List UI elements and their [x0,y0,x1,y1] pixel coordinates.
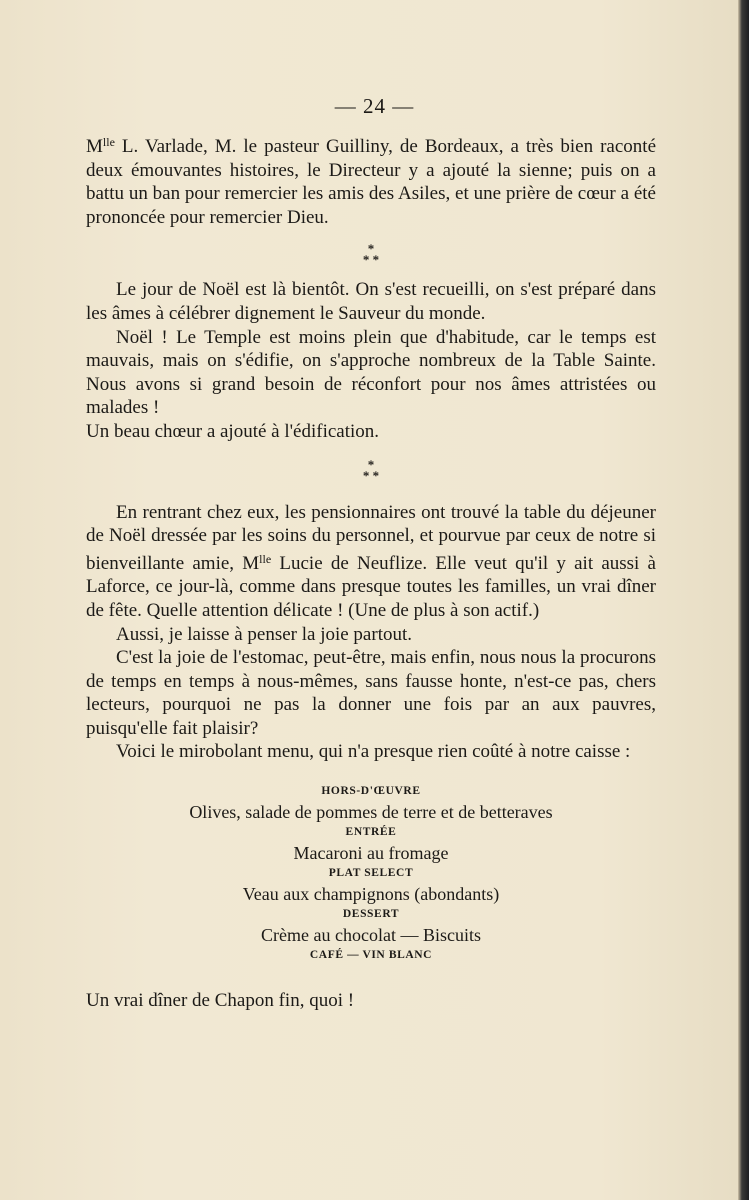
paragraph-1-text: L. Varlade, M. le pasteur Guilliny, de Bordeaux, a très bien raconté deux émouvantes histoires, le Directeur y a ajouté la sienne; puis on a battu un ban pour remercier les amis des Asiles, et une prière de cœur a été prononcée pour remercier Dieu. [86,136,656,228]
paragraph-1 [86,131,656,229]
honorific-prefix: M [86,136,103,157]
menu-heading-entree: ENTRÉE [345,826,397,839]
honorific-superscript: lle [102,135,115,149]
separator-bottom: * * [362,252,380,268]
separator-top: * [367,241,375,257]
menu-dish-hors-doeuvre: Olives, salade de pommes de terre et de betteraves [189,802,553,823]
separator-bottom: * * [362,467,380,483]
separator-top: * [367,456,375,472]
page-body [86,131,656,1013]
page-number: — 24 — [334,94,415,118]
menu-heading-plat: PLAT SELECT [328,867,414,880]
christmas-menu [86,782,656,965]
menu-heading-hors-doeuvre: HORS-D'ŒUVRE [321,785,421,798]
paragraph-2: Le jour de Noël est là bientôt. On s'est recueilli, on s'est préparé dans les âmes à célébrer dignement le Sauveur du monde. [86,279,656,324]
menu-drinks: CAFÉ — VIN BLANC [309,949,433,962]
paragraph-8: Voici le mirobolant menu, qui n'a presque rien coûté à notre caisse : [116,741,631,763]
paragraph-5-text-before: En rentrant chez eux, les pensionnaires ont trouvé la table du déjeuner de Noël dressée par les soins du personnel, et pourvue par ceux de notre si bienveillante amie, M [86,501,656,574]
paragraph-5-text-after: Lucie de Neuflize. Elle veut qu'il y ait aussi à Laforce, ce jour-là, comme dans presque toutes les familles, un vrai dîner de fête. Quelle attention délicate ! (Une de plus à son actif.) [86,552,656,621]
menu-dish-dessert: Crème au chocolat — Biscuits [261,925,481,946]
paragraph-4: Un beau chœur a ajouté à l'édification. [86,420,380,442]
section-separator [86,456,656,483]
section-separator [86,241,656,268]
page-edge-shadow [738,0,749,1200]
paragraph-3: Noël ! Le Temple est moins plein que d'habitude, car le temps est mauvais, mais on s'édifie, on s'approche nombreux de la Table Sainte. Nous avons si grand besoin de réconfort pour nos âmes attristées ou malades ! [86,326,656,419]
paragraph-7: C'est la joie de l'estomac, peut-être, mais enfin, nous nous la procurons de temps en temps à nous-mêmes, sans fausse honte, n'est-ce pas, chers lecteurs, pourquoi ne pas la donner une fois par an aux pauvres, puisqu'elle fait plaisir? [86,647,656,739]
paragraph-6: Aussi, je laisse à penser la joie partout. [116,623,413,645]
paragraph-5 [86,501,656,623]
honorific-superscript: lle [259,551,272,566]
menu-heading-dessert: DESSERT [342,908,400,921]
menu-dish-entree: Macaroni au fromage [293,843,449,864]
menu-dish-plat: Veau aux champignons (abondants) [242,884,500,905]
closing-line: Un vrai dîner de Chapon fin, quoi ! [86,990,355,1012]
